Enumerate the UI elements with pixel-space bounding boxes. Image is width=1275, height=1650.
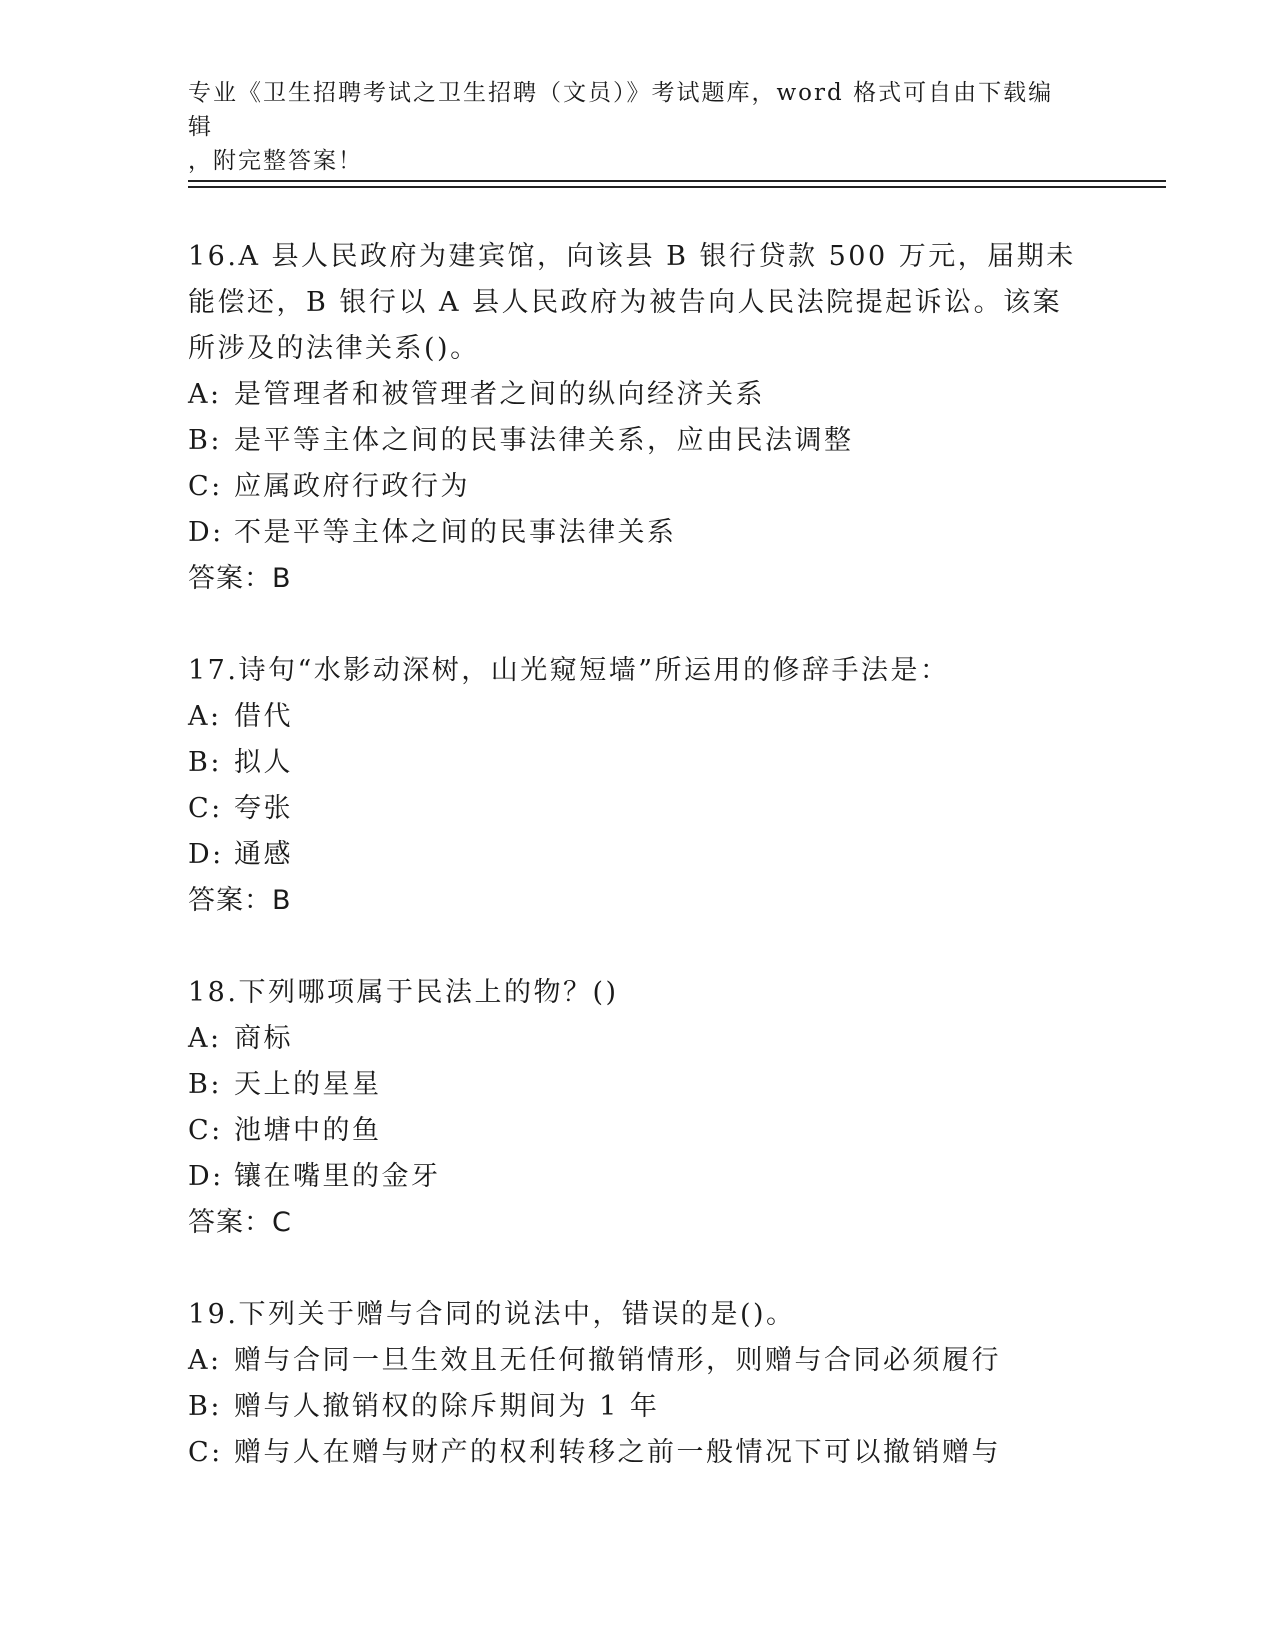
option-a bbox=[188, 1016, 1088, 1062]
option-text: 通感 bbox=[234, 839, 293, 870]
option-text: 借代 bbox=[234, 701, 293, 732]
option-a bbox=[188, 372, 1088, 418]
question-stem: 17.诗句“水影动深树，山光窥短墙”所运用的修辞手法是： bbox=[188, 655, 950, 686]
option-key: D: bbox=[188, 517, 224, 548]
option-b bbox=[188, 1062, 1088, 1108]
option-key: A: bbox=[188, 701, 222, 732]
option-b bbox=[188, 740, 1088, 786]
option-text: 镶在嘴里的金牙 bbox=[234, 1161, 441, 1192]
option-d bbox=[188, 510, 1088, 556]
option-c bbox=[188, 464, 1088, 510]
option-c bbox=[188, 1108, 1088, 1154]
option-c bbox=[188, 786, 1088, 832]
question-16 bbox=[188, 234, 1088, 602]
option-a bbox=[188, 1338, 1088, 1384]
option-text: 应属政府行政行为 bbox=[234, 471, 470, 502]
option-text: 赠与合同一旦生效且无任何撤销情形，则赠与合同必须履行 bbox=[234, 1345, 1001, 1376]
option-c bbox=[188, 1430, 1088, 1476]
option-text: 拟人 bbox=[234, 747, 293, 778]
header-line-1: 专业《卫生招聘考试之卫生招聘（文员）》考试题库，word 格式可自由下载编辑 bbox=[188, 80, 1054, 140]
option-b bbox=[188, 418, 1088, 464]
question-stem: 18.下列哪项属于民法上的物？() bbox=[188, 977, 619, 1008]
question-18 bbox=[188, 970, 1088, 1246]
option-text: 赠与人撤销权的除斥期间为 1 年 bbox=[234, 1391, 660, 1422]
option-b bbox=[188, 1384, 1088, 1430]
option-key: B: bbox=[188, 1069, 222, 1100]
header-divider-bottom bbox=[188, 186, 1166, 188]
option-key: D: bbox=[188, 1161, 224, 1192]
option-text: 池塘中的鱼 bbox=[234, 1115, 382, 1146]
option-key: B: bbox=[188, 747, 222, 778]
option-key: A: bbox=[188, 379, 222, 410]
answer: 答案：B bbox=[188, 563, 292, 594]
question-stem: 16.A 县人民政府为建宾馆，向该县 B 银行贷款 500 万元，届期未能偿还，B 银行以 A 县人民政府为被告向人民法院提起诉讼。该案所涉及的法律关系()。 bbox=[188, 241, 1076, 364]
option-key: C: bbox=[188, 1115, 223, 1146]
option-text: 天上的星星 bbox=[234, 1069, 382, 1100]
option-text: 赠与人在赠与财产的权利转移之前一般情况下可以撤销赠与 bbox=[234, 1437, 1001, 1468]
option-text: 是管理者和被管理者之间的纵向经济关系 bbox=[234, 379, 765, 410]
option-key: A: bbox=[188, 1023, 222, 1054]
option-a bbox=[188, 694, 1088, 740]
header-line-2: ，附完整答案！ bbox=[188, 148, 363, 174]
answer: 答案：B bbox=[188, 885, 292, 916]
document-header bbox=[188, 76, 1068, 178]
option-key: B: bbox=[188, 1391, 222, 1422]
option-d bbox=[188, 832, 1088, 878]
option-text: 夸张 bbox=[234, 793, 293, 824]
option-key: D: bbox=[188, 839, 224, 870]
option-key: C: bbox=[188, 1437, 223, 1468]
question-19 bbox=[188, 1292, 1088, 1476]
header-divider-top bbox=[188, 180, 1166, 182]
answer: 答案：C bbox=[188, 1207, 292, 1238]
option-key: A: bbox=[188, 1345, 222, 1376]
option-d bbox=[188, 1154, 1088, 1200]
option-text: 是平等主体之间的民事法律关系，应由民法调整 bbox=[234, 425, 854, 456]
question-17 bbox=[188, 648, 1088, 924]
option-text: 不是平等主体之间的民事法律关系 bbox=[234, 517, 677, 548]
question-stem: 19.下列关于赠与合同的说法中，错误的是()。 bbox=[188, 1299, 796, 1330]
option-text: 商标 bbox=[234, 1023, 293, 1054]
option-key: B: bbox=[188, 425, 222, 456]
option-key: C: bbox=[188, 471, 223, 502]
option-key: C: bbox=[188, 793, 223, 824]
